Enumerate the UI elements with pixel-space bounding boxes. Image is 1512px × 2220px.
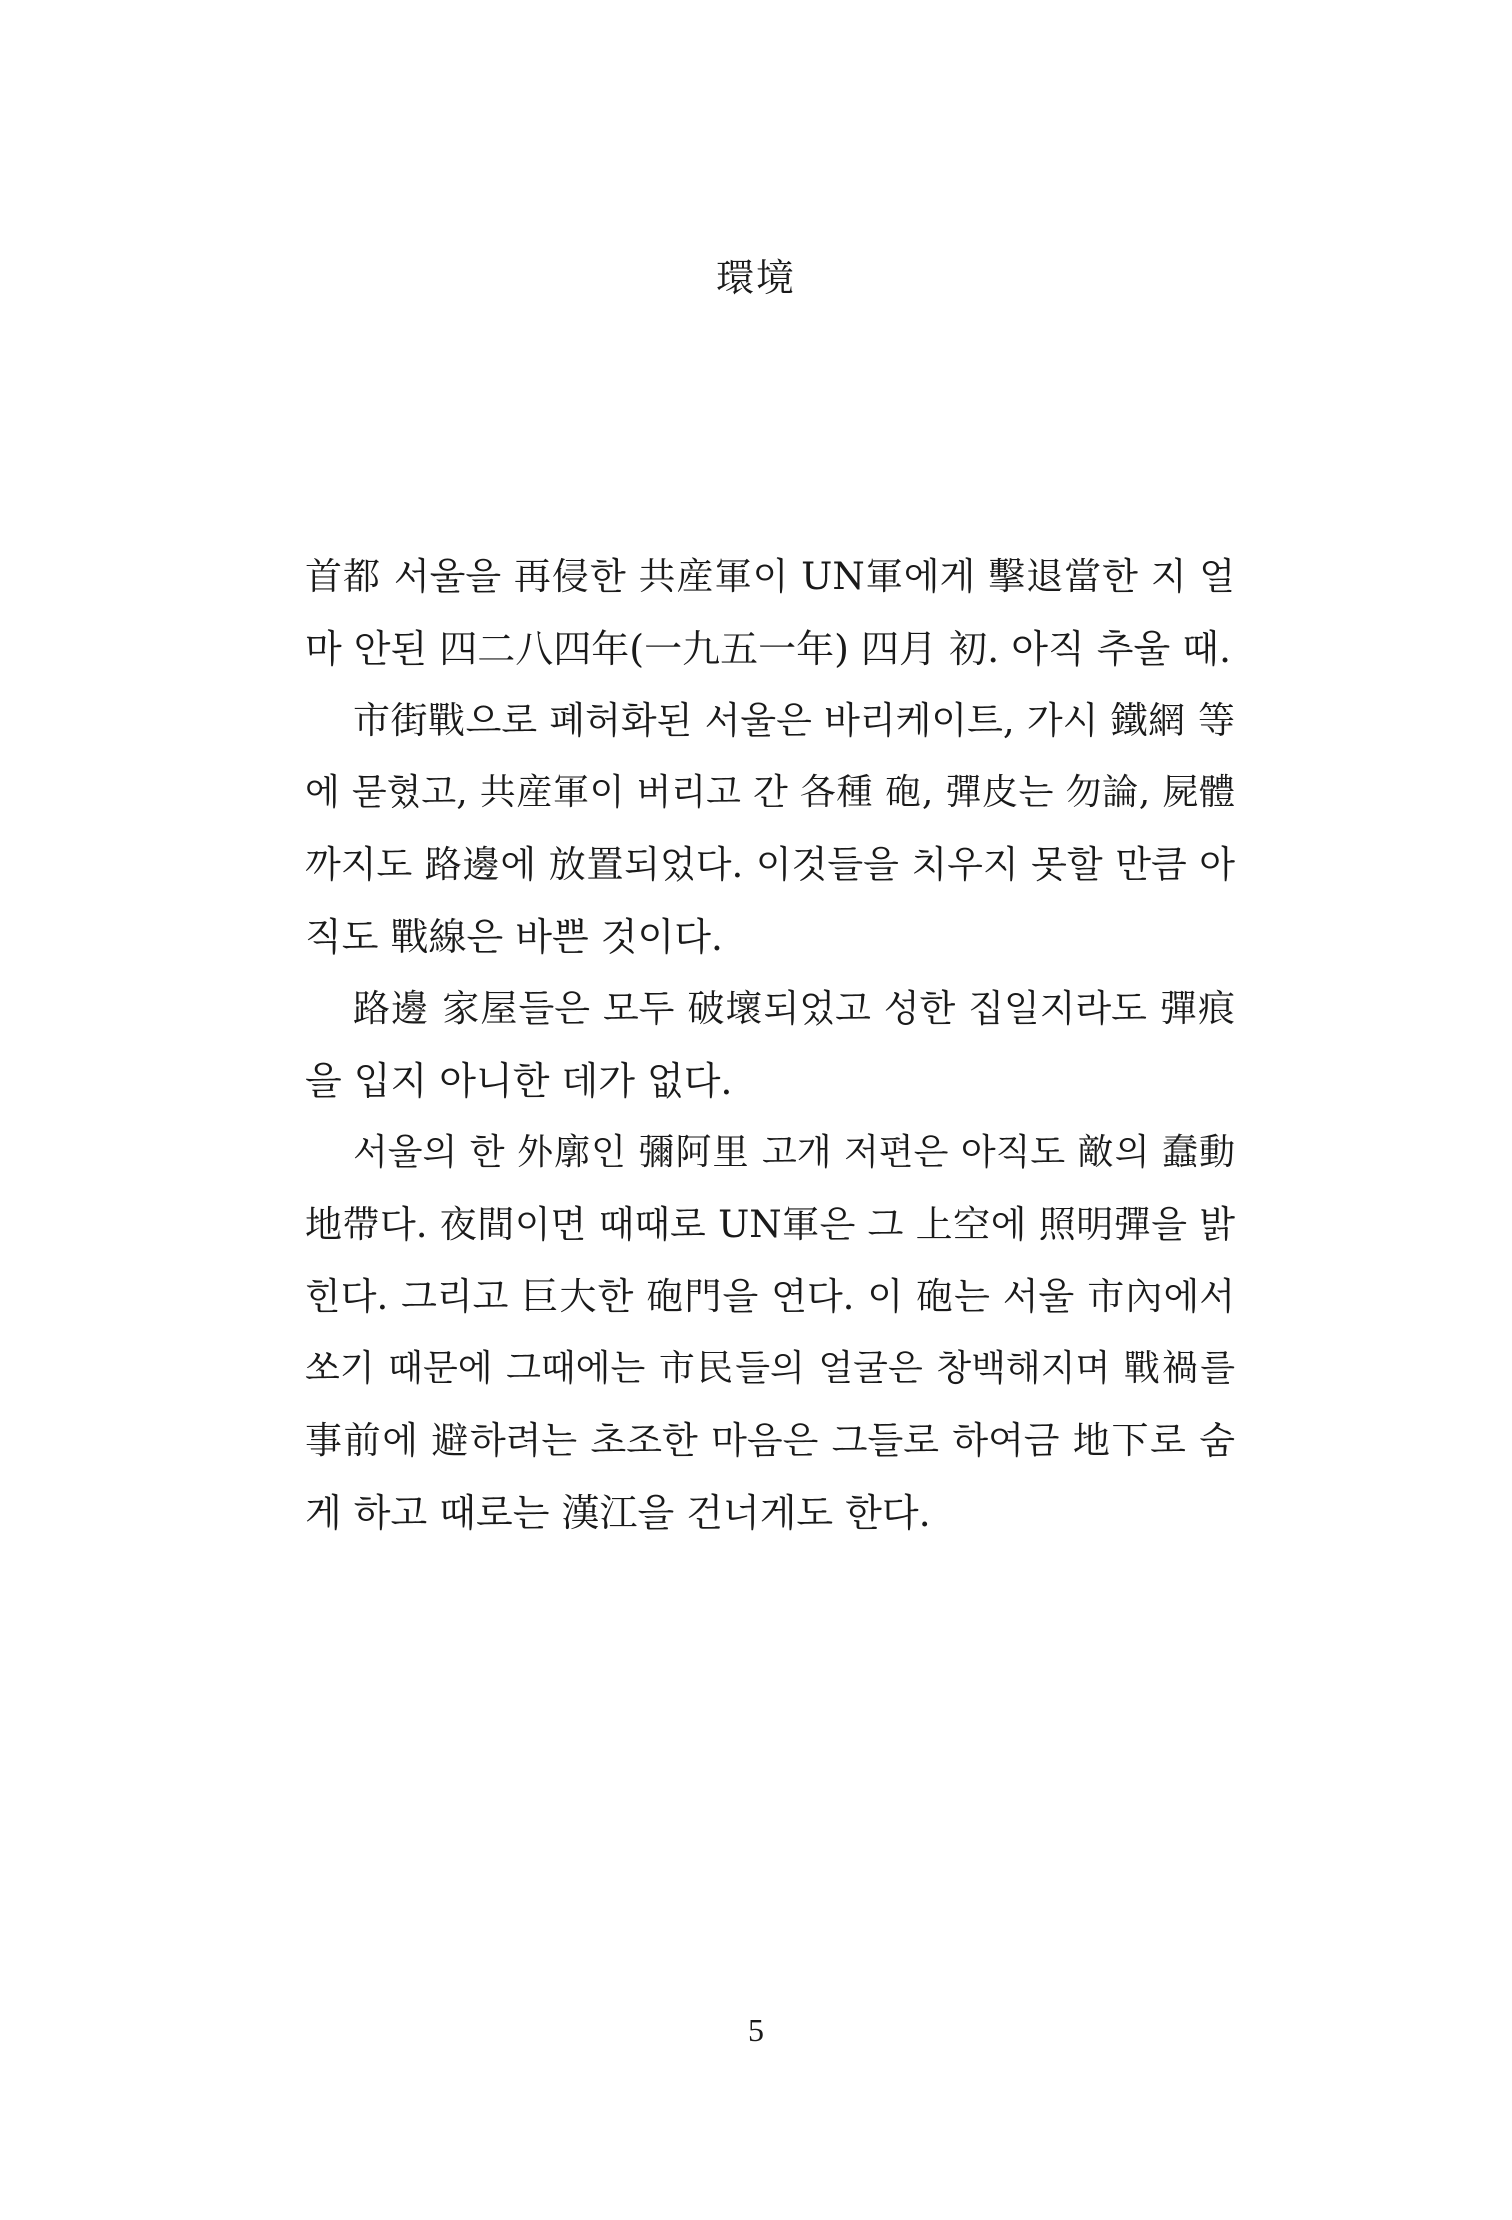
text-line: 마 안된 四二八四年(一九五一年) 四月 初. 아직 추울 때. bbox=[305, 627, 1232, 671]
text-line: 힌다. 그리고 巨大한 砲門을 연다. 이 砲는 서울 市內에서 bbox=[305, 1275, 1235, 1318]
text-line: 게 하고 때로는 漢江을 건너게도 한다. bbox=[305, 1491, 931, 1535]
page-number: 5 bbox=[748, 2012, 764, 2048]
text-line: 首都 서울을 再侵한 共産軍이 UN軍에게 擊退當한 지 얼 bbox=[305, 555, 1235, 598]
text-line: 市街戰으로 폐허화된 서울은 바리케이트, 가시 鐵網 等 bbox=[353, 699, 1235, 742]
text-line: 까지도 路邊에 放置되었다. 이것들을 치우지 못할 만큼 아 bbox=[305, 843, 1235, 886]
text-line: 에 묻혔고, 共産軍이 버리고 간 各種 砲, 彈皮는 勿論, 屍體 bbox=[305, 772, 1235, 813]
text-line: 쏘기 때문에 그때에는 市民들의 얼굴은 창백해지며 戰禍를 bbox=[305, 1348, 1235, 1389]
text-line: 路邊 家屋들은 모두 破壞되었고 성한 집일지라도 彈痕 bbox=[353, 987, 1235, 1030]
text-line: 을 입지 아니한 데가 없다. bbox=[305, 1059, 733, 1103]
body-text bbox=[305, 541, 1235, 1549]
chapter-title: 環境 bbox=[715, 256, 796, 300]
text-line: 서울의 한 外廓인 彌阿里 고개 저편은 아직도 敵의 蠢動 bbox=[353, 1132, 1235, 1173]
text-line: 事前에 避하려는 초조한 마음은 그들로 하여금 地下로 숨 bbox=[305, 1419, 1235, 1462]
text-line: 地帶다. 夜間이면 때때로 UN軍은 그 上空에 照明彈을 밝 bbox=[305, 1203, 1235, 1246]
text-line: 직도 戰線은 바쁜 것이다. bbox=[305, 915, 723, 959]
